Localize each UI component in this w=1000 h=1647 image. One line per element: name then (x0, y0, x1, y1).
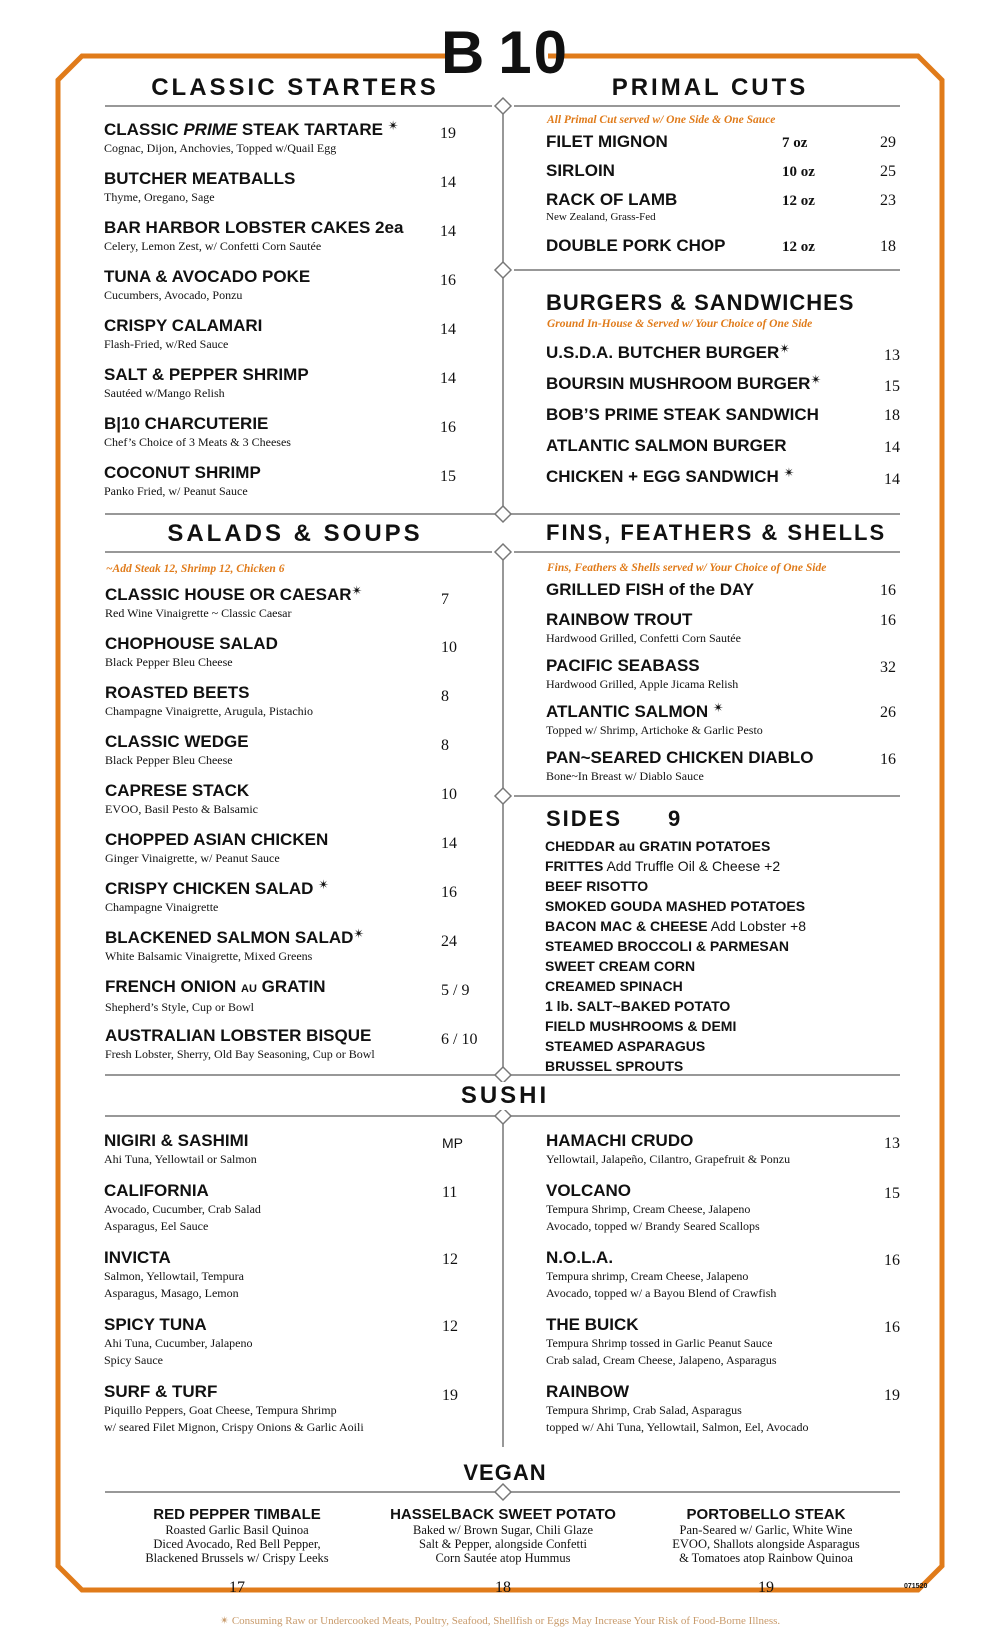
item-name: ATLANTIC SALMON (546, 702, 709, 721)
item-name: CALIFORNIA (104, 1181, 209, 1200)
item-description: Tempura Shrimp, Crab Salad, Asparagus (546, 1403, 742, 1417)
raw-warning-star-icon: ✴ (712, 700, 724, 715)
item-price: 14 (440, 321, 456, 338)
menu-item (546, 467, 794, 487)
menu-item (105, 634, 278, 671)
section-title-vegan: VEGAN (463, 1460, 547, 1485)
menu-item (546, 610, 741, 647)
menu-item (546, 580, 754, 600)
item-price: 19 (758, 1579, 774, 1596)
item-description: Ginger Vinaigrette, w/ Peanut Sauce (105, 851, 280, 865)
item-description: New Zealand, Grass-Fed (546, 211, 656, 223)
item-name: PACIFIC SEABASS (546, 656, 700, 675)
menu-item (546, 374, 821, 394)
menu-item (546, 405, 819, 425)
item-name: THE BUICK (546, 1315, 639, 1334)
side-item-name: CREAMED SPINACH (545, 978, 683, 994)
item-name: CHOPHOUSE SALAD (105, 634, 278, 653)
item-size: 7 oz (782, 135, 808, 151)
item-name: SIRLOIN (546, 161, 615, 180)
item-price: 18 (880, 238, 896, 255)
item-description: Spicy Sauce (104, 1353, 163, 1367)
item-price: 18 (884, 407, 900, 424)
item-price: 15 (884, 378, 900, 395)
side-item-name: FRITTES (545, 858, 604, 874)
item-name: DOUBLE PORK CHOP (546, 236, 726, 255)
menu-item (104, 316, 262, 353)
section-title-sides: SIDES (546, 806, 623, 831)
menu-item (105, 879, 329, 916)
item-price: 14 (884, 471, 900, 488)
menu-item (546, 1382, 808, 1436)
item-description: & Tomatoes atop Rainbow Quinoa (679, 1551, 853, 1565)
item-price: 10 (441, 639, 457, 656)
item-name: CRISPY CHICKEN SALAD (105, 879, 314, 898)
item-price: 12 (442, 1251, 458, 1268)
item-description: Blackened Brussels w/ Crispy Leeks (145, 1551, 329, 1565)
item-name: NIGIRI & SASHIMI (104, 1131, 249, 1150)
section-title-fins: FINS, FEATHERS & SHELLS (546, 520, 887, 545)
menu-item (546, 702, 763, 739)
section-title-primal-cuts: PRIMAL CUTS (611, 74, 809, 101)
item-description: Shepherd’s Style, Cup or Bowl (105, 1000, 254, 1014)
item-name: CLASSIC (104, 120, 184, 139)
item-name: SPICY TUNA (104, 1315, 207, 1334)
menu-item (546, 161, 615, 181)
section-title-sushi: SUSHI (400, 1082, 610, 1110)
item-description: Diced Avocado, Red Bell Pepper, (153, 1537, 321, 1551)
side-item (545, 837, 770, 856)
menu-item (105, 781, 258, 818)
item-price: 32 (880, 659, 896, 676)
item-description: Tempura Shrimp, Cream Cheese, Jalapeno (546, 1202, 751, 1216)
item-price: 6 / 10 (441, 1031, 478, 1048)
side-item-name: 1 lb. SALT~BAKED POTATO (545, 998, 731, 1014)
item-description: Fresh Lobster, Sherry, Old Bay Seasoning, Cup or Bowl (105, 1047, 375, 1061)
raw-warning-star-icon: ✴ (783, 465, 795, 480)
item-name: CAPRESE STACK (105, 781, 250, 800)
item-description: Salmon, Yellowtail, Tempura (104, 1269, 244, 1283)
raw-food-disclaimer: ✴ Consuming Raw or Undercooked Meats, Poultry, Seafood, Shellfish or Eggs May Increase Your Risk of Food-Borne Illness. (219, 1615, 781, 1627)
item-price: 16 (441, 884, 457, 901)
menu-item (105, 928, 364, 965)
menu-item (104, 1248, 244, 1302)
menu-item (546, 436, 787, 456)
sides-price: 9 (668, 806, 681, 831)
item-name: N.O.L.A. (546, 1248, 614, 1267)
menu-item (104, 1382, 364, 1436)
item-description: Hardwood Grilled, Confetti Corn Sautée (546, 631, 741, 645)
section-note: ~Add Steak 12, Shrimp 12, Chicken 6 (106, 563, 285, 575)
raw-warning-star-icon: ✴ (353, 926, 365, 941)
menu-item (105, 683, 313, 720)
item-description: Celery, Lemon Zest, w/ Confetti Corn Sautée (104, 239, 322, 253)
item-name: ATLANTIC SALMON BURGER (546, 436, 787, 455)
menu-item (104, 218, 403, 255)
item-description: Champagne Vinaigrette, Arugula, Pistachio (105, 704, 314, 718)
item-description: Piquillo Peppers, Goat Cheese, Tempura Shrimp (104, 1403, 337, 1417)
menu-item (104, 169, 295, 206)
side-item-name: CHEDDAR au GRATIN POTATOES (545, 838, 771, 854)
item-name: RAINBOW TROUT (546, 610, 693, 629)
side-item-name: STEAMED ASPARAGUS (545, 1038, 706, 1054)
item-name: PAN~SEARED CHICKEN DIABLO (546, 748, 814, 767)
item-name: CLASSIC HOUSE OR CAESAR (105, 585, 352, 604)
item-description: Crab salad, Cream Cheese, Jalapeno, Asparagus (546, 1353, 777, 1367)
side-item-name: BRUSSEL SPROUTS (545, 1058, 684, 1074)
item-name: GRILLED FISH of the DAY (546, 580, 755, 599)
item-price: 14 (440, 370, 456, 387)
item-price: 16 (884, 1252, 900, 1269)
item-price: 16 (880, 582, 896, 599)
menu-item (104, 414, 291, 451)
item-name: ROASTED BEETS (105, 683, 250, 702)
item-description: Ahi Tuna, Cucumber, Jalapeno (104, 1336, 253, 1350)
item-description: EVOO, Basil Pesto & Balsamic (105, 802, 258, 816)
item-size: 12 oz (782, 193, 815, 209)
item-name: TUNA & AVOCADO POKE (104, 267, 311, 286)
item-price: 13 (884, 347, 900, 364)
menu-item (546, 190, 677, 224)
item-price: 8 (441, 688, 449, 705)
section-note: Ground In-House & Served w/ Your Choice of One Side (547, 318, 813, 330)
item-price: 16 (880, 751, 896, 768)
item-name: COCONUT SHRIMP (104, 463, 261, 482)
item-price: 19 (440, 125, 456, 142)
item-price: 14 (884, 439, 900, 456)
item-name: BAR HARBOR LOBSTER CAKES 2ea (104, 218, 404, 237)
item-name: BOB’S PRIME STEAK SANDWICH (546, 405, 819, 424)
raw-warning-star-icon: ✴ (779, 341, 791, 356)
menu-item (104, 1131, 257, 1168)
side-item (545, 897, 805, 916)
item-price: 14 (440, 174, 456, 191)
side-item (545, 937, 789, 956)
side-item-name: STEAMED BROCCOLI & PARMESAN (545, 938, 789, 954)
raw-warning-star-icon: ✴ (318, 877, 330, 892)
item-name: PORTOBELLO STEAK (686, 1506, 846, 1523)
raw-warning-star-icon: ✴ (387, 118, 399, 133)
item-name: CLASSIC WEDGE (105, 732, 249, 751)
side-item (545, 1037, 705, 1056)
item-description: Avocado, topped w/ a Bayou Blend of Crawfish (546, 1286, 777, 1300)
menu-item (105, 1026, 375, 1063)
item-price: 24 (441, 933, 457, 950)
item-description: w/ seared Filet Mignon, Crispy Onions & Garlic Aoili (104, 1420, 364, 1434)
item-price: 7 (441, 591, 449, 608)
section-title-burgers: BURGERS & SANDWICHES (546, 290, 855, 315)
item-name: FILET MIGNON (546, 132, 668, 151)
item-name: HASSELBACK SWEET POTATO (390, 1506, 616, 1523)
side-item-name: SWEET CREAM CORN (545, 958, 696, 974)
item-name: GRATIN (256, 977, 326, 996)
item-name: VOLCANO (546, 1181, 631, 1200)
item-description: Topped w/ Shrimp, Artichoke & Garlic Pesto (546, 723, 763, 737)
menu-item (104, 267, 310, 304)
side-item-extra: Add Truffle Oil & Cheese +2 (603, 858, 781, 874)
item-description: Red Wine Vinaigrette ~ Classic Caesar (105, 606, 292, 620)
item-description: Baked w/ Brown Sugar, Chili Glaze (412, 1523, 594, 1537)
menu-item (546, 1248, 776, 1302)
menu-item (105, 585, 362, 622)
menu-item (104, 1181, 261, 1235)
vegan-item (646, 1506, 886, 1597)
menu-item (546, 1181, 760, 1235)
side-item-extra: Add Lobster +8 (707, 918, 807, 934)
item-description: Ahi Tuna, Yellowtail or Salmon (104, 1152, 257, 1166)
menu-item (104, 365, 309, 402)
menu-item (104, 463, 261, 500)
section-title-salads: SALADS & SOUPS (167, 520, 423, 547)
item-name: SALT & PEPPER SHRIMP (104, 365, 309, 384)
section-note: Fins, Feathers & Shells served w/ Your Choice of One Side (547, 562, 827, 574)
item-description: Sautéed w/Mango Relish (104, 386, 225, 400)
item-description: Salt & Pepper, alongside Confetti (419, 1537, 587, 1551)
menu-item (104, 120, 399, 157)
side-item-name: BEEF RISOTTO (545, 878, 649, 894)
item-description: Flash-Fried, w/Red Sauce (104, 337, 229, 351)
item-description: Avocado, Cucumber, Crab Salad (104, 1202, 261, 1216)
item-size: 10 oz (782, 164, 815, 180)
menu-item (546, 748, 813, 785)
item-name-small: AU (241, 983, 257, 995)
item-price: 25 (880, 163, 896, 180)
menu-item (546, 236, 725, 256)
item-description: Avocado, topped w/ Brandy Seared Scallops (546, 1219, 760, 1233)
item-description: Asparagus, Masago, Lemon (104, 1286, 239, 1300)
item-description: Panko Fried, w/ Peanut Sauce (104, 484, 248, 498)
item-price: 23 (880, 192, 896, 209)
raw-warning-star-icon: ✴ (351, 583, 363, 598)
item-price: 15 (440, 468, 456, 485)
item-name: STEAK TARTARE (237, 120, 383, 139)
item-price: 17 (229, 1579, 245, 1596)
item-name: RACK OF LAMB (546, 190, 678, 209)
side-item-name: SMOKED GOUDA MASHED POTATOES (545, 898, 806, 914)
side-item (545, 857, 780, 876)
menu-item (546, 1131, 790, 1168)
item-description: Corn Sautée atop Hummus (435, 1551, 571, 1565)
item-description: Champagne Vinaigrette (105, 900, 219, 914)
item-price: 29 (880, 134, 896, 151)
item-name: RED PEPPER TIMBALE (153, 1506, 321, 1523)
item-name: SURF & TURF (104, 1382, 218, 1401)
item-price: 14 (441, 835, 457, 852)
item-description: Roasted Garlic Basil Quinoa (165, 1523, 309, 1537)
item-price: 16 (884, 1319, 900, 1336)
item-name: HAMACHI CRUDO (546, 1131, 694, 1150)
side-item-name: BACON MAC & CHEESE (545, 918, 708, 934)
side-item (545, 917, 806, 936)
section-title-starters: CLASSIC STARTERS (151, 74, 439, 101)
item-price: 16 (440, 419, 456, 436)
item-name: CHICKEN + EGG SANDWICH (546, 467, 779, 486)
menu-item (546, 132, 668, 152)
item-description: Asparagus, Eel Sauce (104, 1219, 209, 1233)
side-item-name: FIELD MUSHROOMS & DEMI (545, 1018, 737, 1034)
item-price: 15 (884, 1185, 900, 1202)
side-item (545, 1057, 683, 1076)
item-description: Black Pepper Bleu Cheese (105, 753, 233, 767)
item-price: 16 (880, 612, 896, 629)
item-description: Chef’s Choice of 3 Meats & 3 Cheeses (104, 435, 291, 449)
menu-code: 071520 (904, 1583, 928, 1590)
item-price: 5 / 9 (441, 982, 470, 999)
item-size: 12 oz (782, 239, 815, 255)
item-name: CRISPY CALAMARI (104, 316, 263, 335)
item-description: Thyme, Oregano, Sage (104, 190, 215, 204)
menu-item (546, 343, 790, 363)
item-description: Cucumbers, Avocado, Ponzu (104, 288, 243, 302)
item-name: BLACKENED SALMON SALAD (105, 928, 354, 947)
item-price: 8 (441, 737, 449, 754)
item-name: BOURSIN MUSHROOM BURGER (546, 374, 811, 393)
section-note: All Primal Cut served w/ One Side & One Sauce (547, 114, 776, 126)
menu-item (105, 732, 249, 769)
item-name: U.S.D.A. BUTCHER BURGER (546, 343, 780, 362)
side-item (545, 877, 648, 896)
item-name: RAINBOW (546, 1382, 630, 1401)
item-price: 26 (880, 704, 896, 721)
side-item (545, 997, 730, 1016)
item-description: Yellowtail, Jalapeño, Cilantro, Grapefruit & Ponzu (546, 1152, 791, 1166)
item-description: White Balsamic Vinaigrette, Mixed Greens (105, 949, 313, 963)
item-description: Pan-Seared w/ Garlic, White Wine (679, 1523, 853, 1537)
logo-left: B (440, 19, 487, 86)
item-name: BUTCHER MEATBALLS (104, 169, 296, 188)
item-description: topped w/ Ahi Tuna, Yellowtail, Salmon, Eel, Avocado (546, 1420, 809, 1434)
item-price: 10 (441, 786, 457, 803)
item-name: AUSTRALIAN LOBSTER BISQUE (105, 1026, 372, 1045)
vegan-item (117, 1506, 357, 1597)
item-price: 19 (442, 1387, 458, 1404)
item-price: 12 (442, 1318, 458, 1335)
menu-item (105, 830, 328, 867)
item-price: MP (442, 1135, 463, 1151)
item-description: Tempura Shrimp tossed in Garlic Peanut Sauce (546, 1336, 773, 1350)
side-item (545, 977, 683, 996)
item-description: Bone~In Breast w/ Diablo Sauce (546, 769, 704, 783)
side-item (545, 957, 695, 976)
side-item (545, 1017, 736, 1036)
item-description: EVOO, Shallots alongside Asparagus (672, 1537, 860, 1551)
item-price: 13 (884, 1135, 900, 1152)
menu-item (105, 977, 326, 1016)
item-description: Cognac, Dijon, Anchovies, Topped w/Quail Egg (104, 141, 337, 155)
item-description: Black Pepper Bleu Cheese (105, 655, 233, 669)
logo-right: 10 (498, 19, 570, 86)
item-name-em: PRIME (183, 120, 238, 139)
item-name: INVICTA (104, 1248, 171, 1267)
vegan-item (383, 1506, 623, 1597)
item-name: FRENCH ONION (105, 977, 241, 996)
item-price: 16 (440, 272, 456, 289)
item-price: 14 (440, 223, 456, 240)
item-name: B|10 CHARCUTERIE (104, 414, 269, 433)
menu-item (546, 656, 738, 693)
menu-item (104, 1315, 253, 1369)
item-price: 19 (884, 1387, 900, 1404)
menu-item (546, 1315, 777, 1369)
item-description: Hardwood Grilled, Apple Jicama Relish (546, 677, 739, 691)
item-price: 18 (495, 1579, 511, 1596)
item-description: Tempura shrimp, Cream Cheese, Jalapeno (546, 1269, 749, 1283)
item-name: CHOPPED ASIAN CHICKEN (105, 830, 329, 849)
raw-warning-star-icon: ✴ (810, 372, 822, 387)
item-price: 11 (442, 1184, 458, 1201)
